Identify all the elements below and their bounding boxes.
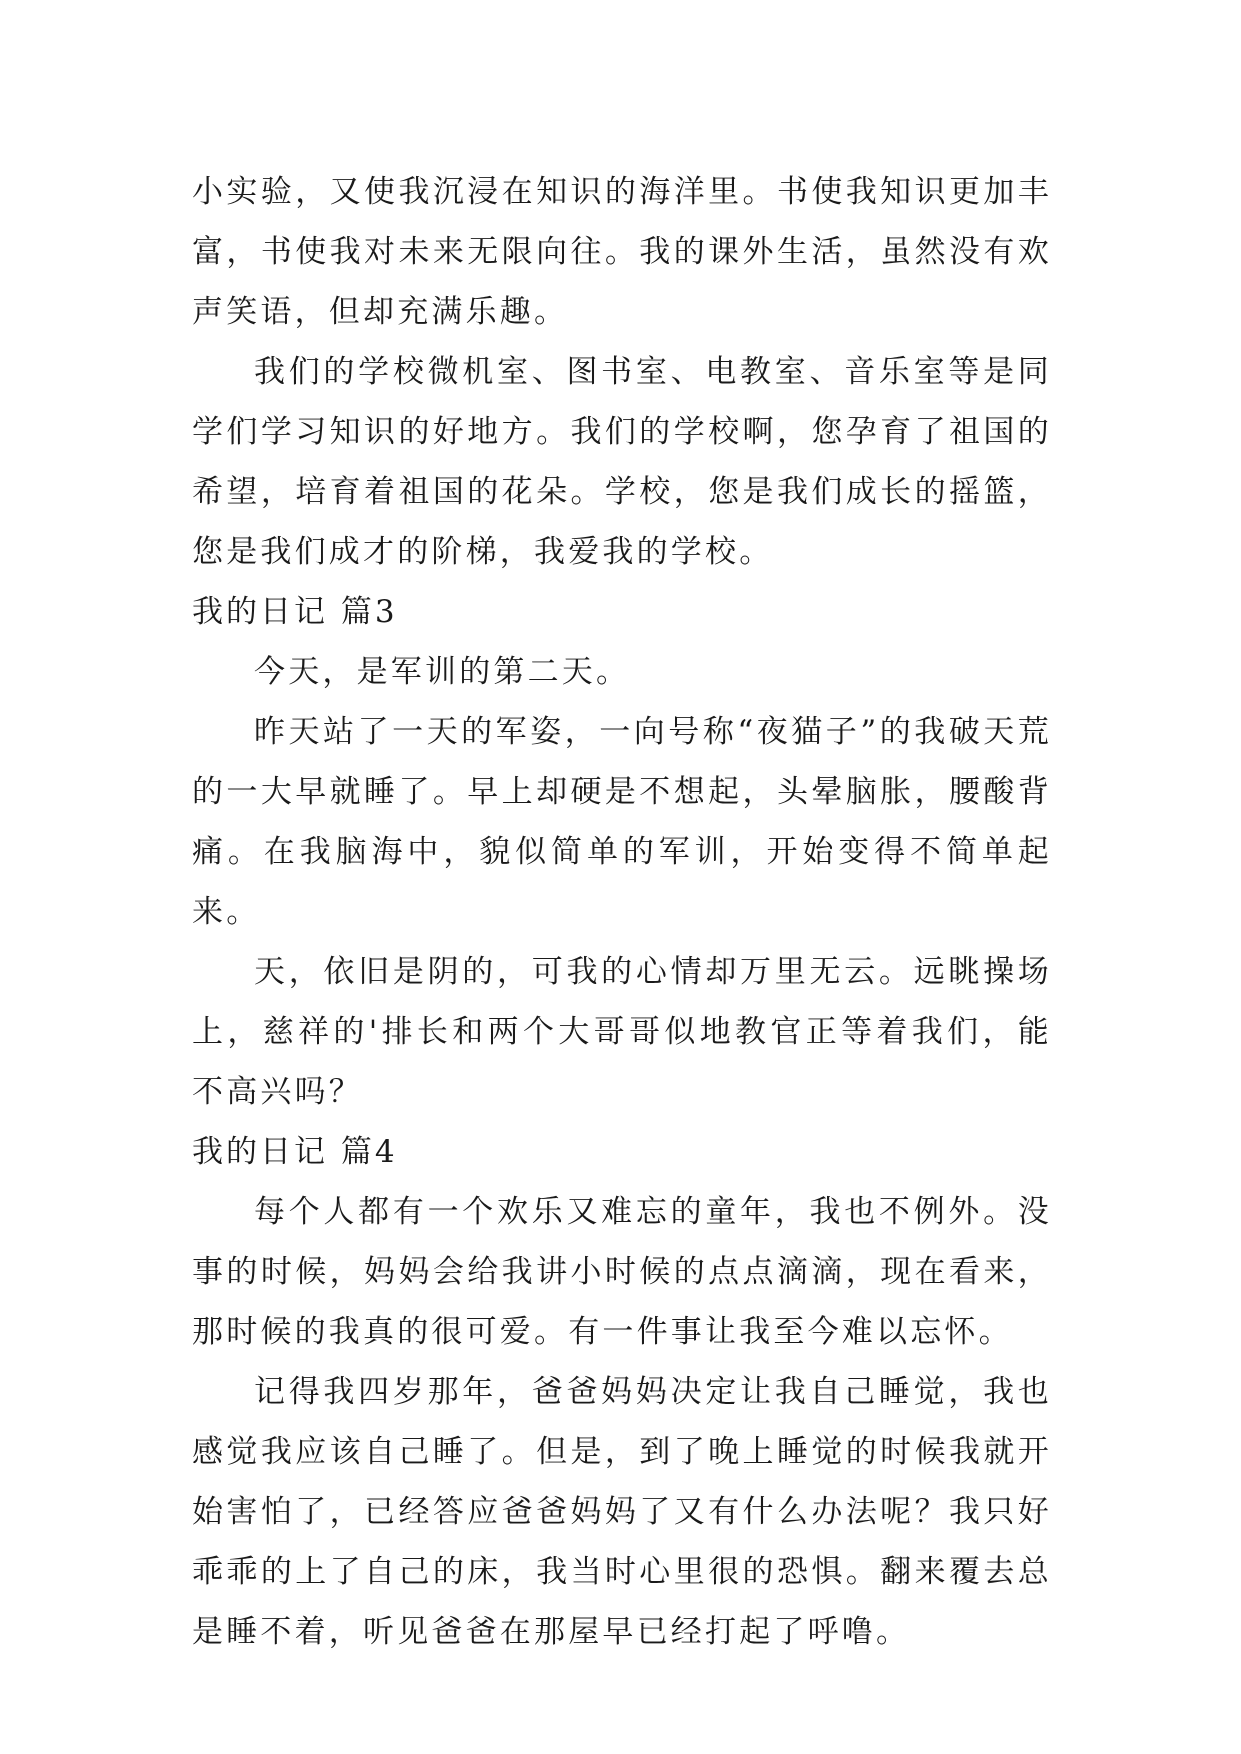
paragraph: 今天，是军训的第二天。	[254, 654, 631, 690]
paragraph: 我们的学校微机室、图书室、电教室、音乐室等是同学们学习知识的好地方。我们的学校啊，您孕育了祖国的希望，培育着祖国的花朵。学校，您是我们成长的摇篮，您是我们成才的阶梯，我爱我的学校。	[192, 354, 1052, 570]
document-body	[192, 162, 1052, 1662]
paragraph: 记得我四岁那年，爸爸妈妈决定让我自己睡觉，我也感觉我应该自己睡了。但是，到了晚上睡觉的时候我就开始害怕了，已经答应爸爸妈妈了又有什么办法呢？我只好乖乖的上了自己的床，我当时心里很的恐惧。翻来覆去总是睡不着，听见爸爸在那屋早已经打起了呼噜。	[192, 1374, 1052, 1650]
section-heading: 我的日记 篇3	[192, 594, 398, 630]
paragraph: 天，依旧是阴的，可我的心情却万里无云。远眺操场上，慈祥的'排长和两个大哥哥似地教官正等着我们，能不高兴吗？	[192, 954, 1052, 1110]
paragraph: 每个人都有一个欢乐又难忘的童年，我也不例外。没事的时候，妈妈会给我讲小时候的点点滴滴，现在看来，那时候的我真的很可爱。有一件事让我至今难以忘怀。	[192, 1194, 1052, 1350]
paragraph: 小实验，又使我沉浸在知识的海洋里。书使我知识更加丰富，书使我对未来无限向往。我的课外生活，虽然没有欢声笑语，但却充满乐趣。	[192, 174, 1052, 330]
paragraph: 昨天站了一天的军姿，一向号称“夜猫子”的我破天荒的一大早就睡了。早上却硬是不想起，头晕脑胀，腰酸背痛。在我脑海中，貌似简单的军训，开始变得不简单起来。	[192, 714, 1052, 930]
section-heading: 我的日记 篇4	[192, 1134, 398, 1170]
